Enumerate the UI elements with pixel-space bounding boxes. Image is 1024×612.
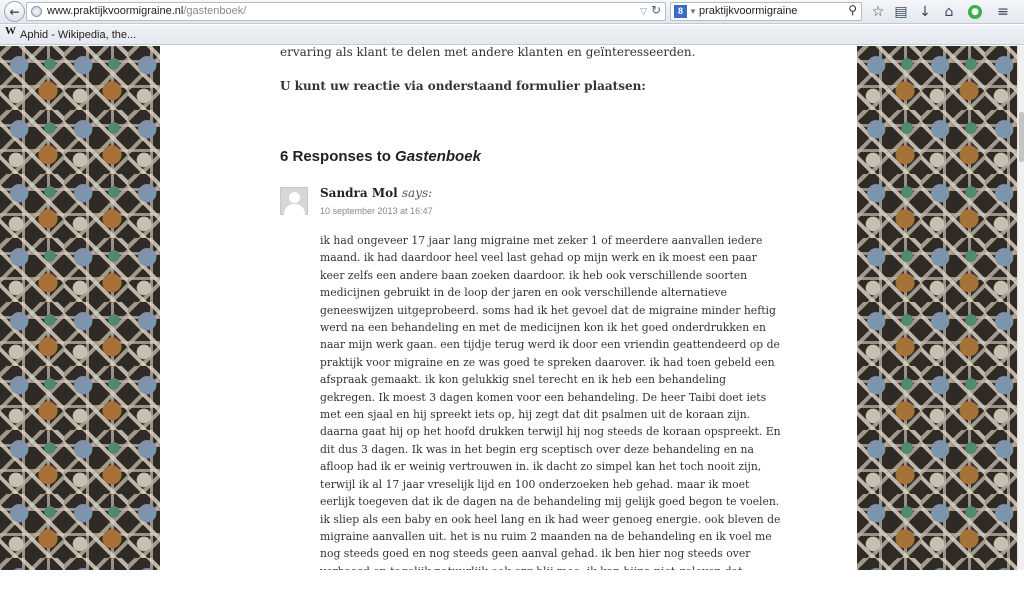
tile-background-left bbox=[0, 46, 160, 570]
comment-line: keer zelfs een andere baan zoeken daardoor. ik heb ook verschillende soorten bbox=[320, 268, 748, 282]
url-domain: www.praktijkvoormigraine.nl bbox=[47, 5, 184, 17]
url-path: /gastenboek/ bbox=[183, 5, 247, 17]
comment-line: daarna gaat hij op het hoofd drukken terwijl hij nog steeds de koraan opspreekt. En bbox=[320, 425, 781, 439]
addon-icon[interactable]: ● bbox=[968, 5, 982, 19]
comment-line: praktijk voor migraine en ze was goed te spreken daarover. ik had toen gebeld een bbox=[320, 355, 775, 369]
comment-line: dit dus 3 dagen. Ik was in het begin erg sceptisch over deze behandeling en na bbox=[320, 442, 754, 456]
comment-line: ik sliep als een baby en ook heel lang en ik had weer genoeg energie. ook bleven de bbox=[320, 512, 781, 526]
comment-line: geneeswijzen uitgeprobeerd. soms had ik het gevoel dat de migraine minder heftig bbox=[320, 303, 776, 317]
comment-author bbox=[320, 186, 432, 200]
author-name: Sandra Mol bbox=[320, 186, 398, 200]
comment-line: werd na een behandeling en met de medicijnen kon ik het goed onderdrukken en bbox=[320, 321, 767, 335]
bookmarks-bar bbox=[0, 25, 1024, 45]
globe-icon bbox=[31, 6, 42, 17]
form-prompt: U kunt uw reactie via onderstaand formulier plaatsen: bbox=[280, 79, 646, 93]
comment-line: nog steeds goed en nog steeds geen aanval gehad. ik ben hier nog steeds over bbox=[320, 547, 751, 561]
dropdown-icon[interactable]: ▽ bbox=[640, 6, 647, 16]
avatar-body bbox=[284, 204, 305, 220]
back-arrow-icon[interactable]: ← bbox=[4, 1, 25, 22]
comment-date-link[interactable]: 10 september 2013 at 16:47 bbox=[320, 206, 433, 216]
search-icon[interactable]: ⚲ bbox=[848, 3, 857, 17]
window-bottom-area bbox=[0, 570, 1024, 612]
says-label: says: bbox=[401, 186, 433, 200]
comment-line: terwijl ik al 17 jaar vreselijk lijd en 100 onderzoeken heb gehad. maar ik moet bbox=[320, 477, 750, 491]
responses-prefix: 6 Responses to bbox=[280, 148, 396, 165]
comment-body bbox=[320, 232, 781, 580]
home-icon[interactable]: ⌂ bbox=[944, 4, 954, 20]
responses-page-title: Gastenboek bbox=[395, 148, 481, 165]
search-engine-icon[interactable]: 8 bbox=[674, 5, 687, 18]
comment-line: ik had ongeveer 17 jaar lang migraine met zeker 1 of meerdere aanvallen iedere bbox=[320, 234, 763, 247]
comment-line: afspraak gemaakt. ik kon gelukkig snel terecht en ik heb een behandeling bbox=[320, 373, 727, 387]
comment-line: gekregen. Ik moest 3 dagen komen voor een behandeling. De heer Taibi doet iets bbox=[320, 390, 767, 404]
comment-line: medicijnen gebruikt in de loop der jaren en ook verschillende alternatieve bbox=[320, 286, 727, 300]
download-icon[interactable]: ↓ bbox=[919, 4, 931, 20]
url-bar[interactable] bbox=[26, 2, 666, 21]
wikipedia-icon: W bbox=[5, 25, 16, 37]
search-input[interactable]: praktijkvoormigraine bbox=[699, 5, 798, 17]
responses-heading bbox=[280, 148, 481, 165]
avatar-head bbox=[289, 192, 300, 203]
url-text bbox=[47, 3, 246, 20]
comment-line: met een sjaal en hij spreekt iets op, hij zegt dat dit psalmen uit de koraan zijn. bbox=[320, 408, 751, 422]
comment-line: afloop had ik er weinig vertrouwen in. ik dacht zo simpel kan het toch nooit zijn, bbox=[320, 460, 762, 474]
menu-icon[interactable]: ≡ bbox=[997, 4, 1009, 20]
tile-background-right bbox=[857, 46, 1017, 570]
comment-line: eerlijk toegeven dat ik de dagen na de behandeling mij gelijk goed begon te voelen. bbox=[320, 495, 780, 509]
content-column bbox=[160, 46, 857, 570]
search-bar[interactable] bbox=[670, 2, 862, 21]
page-viewport bbox=[0, 46, 1017, 570]
comment-line: migraine aanvallen uit. het is nu ruim 2 maanden na de behandeling en ik voel me bbox=[320, 529, 772, 543]
clipboard-icon[interactable]: ▤ bbox=[894, 4, 908, 20]
scrollbar-thumb[interactable] bbox=[1019, 112, 1024, 162]
engine-dropdown-icon[interactable]: ▼ bbox=[689, 7, 697, 16]
comment-line: maand. ik had daardoor heel veel last gehad op mijn werk en ik moest een paar bbox=[320, 251, 757, 265]
page-scrollbar[interactable] bbox=[1017, 46, 1024, 570]
browser-toolbar bbox=[0, 0, 1024, 24]
bookmark-link[interactable]: Aphid - Wikipedia, the... bbox=[20, 29, 137, 41]
avatar bbox=[280, 187, 308, 215]
reload-icon[interactable]: ↻ bbox=[650, 3, 661, 17]
comment-line: naar mijn werk gaan. een tijdje terug werd ik door een vriendin geattendeerd op de bbox=[320, 338, 780, 352]
intro-text: ervaring als klant te delen met andere klanten en geïnteresseerden. bbox=[280, 45, 696, 59]
star-icon[interactable]: ☆ bbox=[871, 4, 885, 20]
